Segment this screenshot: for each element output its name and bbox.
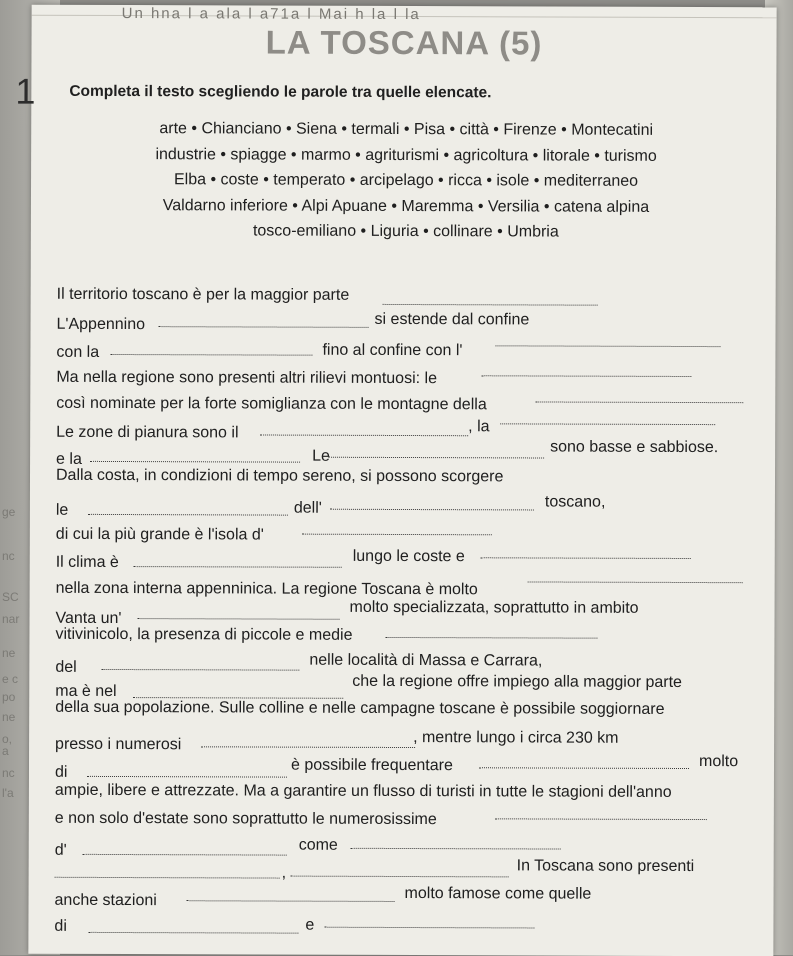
answer-blank[interactable] <box>88 514 288 516</box>
answer-blank[interactable] <box>159 326 369 328</box>
worksheet-page <box>15 5 776 956</box>
text-fragment: e <box>305 916 315 934</box>
text-fragment: Vanta un' <box>55 609 122 628</box>
neighbor-text-fragment: l'a <box>2 786 14 800</box>
text-fragment: molto <box>698 753 739 771</box>
word-bank-line: industrie • spiagge • marmo • agriturismi • agricoltura • litorale • turismo <box>155 145 657 165</box>
text-fragment: sono basse e sabbiose. <box>550 438 719 457</box>
neighbor-text-fragment: nc <box>2 549 15 563</box>
text-fragment: si estende dal confine <box>374 310 530 329</box>
answer-blank[interactable] <box>330 509 534 511</box>
text-fragment: nelle località di Massa e Carrara, <box>309 651 543 670</box>
text-line <box>30 369 770 394</box>
text-fragment: ma è nel <box>55 682 117 701</box>
text-fragment: molto famose come quelle <box>404 885 592 903</box>
text-line <box>30 547 770 579</box>
answer-blank[interactable] <box>535 401 743 403</box>
text-line <box>30 395 770 420</box>
text-fragment: lungo le coste e <box>352 547 465 566</box>
text-fragment: , mentre lungo i circa 230 km <box>413 729 619 747</box>
page-title: LA TOSCANA (5) <box>265 23 543 62</box>
text-fragment: di cui la più grande è l'isola d' <box>55 525 264 544</box>
answer-blank[interactable] <box>324 927 534 929</box>
text-line <box>30 310 770 341</box>
answer-blank[interactable] <box>187 900 395 902</box>
text-fragment: ampie, libere e attrezzate. Ma a garantire un flusso di turisti in tutte le stagioni dell'anno <box>54 781 672 801</box>
answer-blank[interactable] <box>134 566 342 568</box>
text-line <box>28 885 768 917</box>
neighbor-text-fragment: nar <box>2 612 20 626</box>
text-fragment: di <box>54 763 68 781</box>
neighbor-text-fragment: ne <box>2 710 16 724</box>
text-line <box>30 341 770 369</box>
answer-blank[interactable] <box>291 876 509 878</box>
text-fragment: come <box>298 836 338 854</box>
text-fragment: e la <box>56 450 82 468</box>
text-fragment: In Toscana sono presenti <box>516 857 695 876</box>
text-fragment: vitivinicolo, la presenza di piccole e medie <box>55 625 353 644</box>
answer-blank[interactable] <box>138 618 340 620</box>
answer-blank[interactable] <box>385 637 597 639</box>
text-fragment: nella zona interna appenninica. La regione Toscana è molto <box>55 579 478 599</box>
text-fragment: è possibile frequentare <box>290 756 453 775</box>
answer-blank[interactable] <box>328 457 544 459</box>
text-fragment: molto specializzata, soprattutto in ambito <box>349 598 639 617</box>
exercise-instruction: Completa il testo scegliendo le parole tra quelle elencate. <box>69 82 492 102</box>
text-fragment: Le <box>312 447 330 465</box>
cut-off-heading: Un hna l a ala l a71a l Mai h la l la <box>121 5 421 24</box>
text-line <box>31 286 771 311</box>
word-bank-line: tosco-emiliano • Liguria • collinare • Umbria <box>252 222 559 241</box>
answer-blank[interactable] <box>481 557 691 559</box>
text-line <box>28 918 768 943</box>
neighbor-text-fragment: SC <box>2 590 19 604</box>
neighbor-text-fragment: o, <box>2 732 13 746</box>
text-fragment: anche stazioni <box>54 891 157 910</box>
neighbor-text-fragment: ge <box>2 505 16 519</box>
text-fragment: del <box>55 658 77 676</box>
neighbor-text-fragment: ne <box>2 646 16 660</box>
answer-blank[interactable] <box>528 581 743 583</box>
text-line <box>29 810 769 835</box>
word-bank <box>81 116 731 246</box>
text-fragment: fino al confine con l' <box>322 341 463 360</box>
answer-blank[interactable] <box>83 854 287 856</box>
text-line <box>30 467 770 492</box>
text-fragment: , <box>281 864 287 882</box>
text-fragment: così nominate per la forte somiglianza con le montagne della <box>56 394 487 414</box>
text-line <box>29 857 769 894</box>
answer-blank[interactable] <box>90 461 300 463</box>
answer-blank[interactable] <box>495 345 720 347</box>
answer-blank[interactable] <box>383 304 598 306</box>
text-fragment: toscano, <box>544 493 606 511</box>
answer-blank[interactable] <box>500 423 715 425</box>
text-line <box>29 626 769 651</box>
answer-blank[interactable] <box>479 767 689 769</box>
text-fragment: d' <box>54 841 67 859</box>
text-fragment: con la <box>56 343 100 361</box>
text-fragment: L'Appennino <box>56 315 146 334</box>
answer-blank[interactable] <box>481 375 691 377</box>
neighbor-text-fragment: nc <box>2 766 15 780</box>
text-fragment: Dalla costa, in condizioni di tempo sereno, si possono scorgere <box>55 466 504 486</box>
text-fragment: le <box>55 501 69 519</box>
text-fragment: che la regione offre impiego alla maggior parte <box>352 672 683 691</box>
word-bank-line: Elba • coste • temperato • arcipelago • ricca • isole • mediterraneo <box>173 171 639 190</box>
text-fragment: Il territorio toscano è per la maggior parte <box>56 285 350 304</box>
text-fragment: di <box>54 917 67 935</box>
answer-blank[interactable] <box>302 534 492 536</box>
text-line <box>29 699 769 724</box>
text-line <box>30 526 770 551</box>
answer-blank[interactable] <box>101 669 299 671</box>
text-fragment: Ma nella regione sono presenti altri rilievi montuosi: le <box>56 368 438 388</box>
answer-blank[interactable] <box>55 877 280 879</box>
word-bank-line: Valdarno inferiore • Alpi Apuane • Maremma • Versilia • catena alpina <box>162 196 650 216</box>
answer-blank[interactable] <box>260 435 468 437</box>
answer-blank[interactable] <box>351 848 561 850</box>
answer-blank[interactable] <box>110 354 312 356</box>
text-fragment: Le zone di pianura sono il <box>56 423 239 442</box>
answer-blank[interactable] <box>201 746 415 748</box>
answer-blank[interactable] <box>88 932 298 934</box>
neighbor-text-fragment: e c <box>2 672 19 686</box>
text-line <box>30 493 770 527</box>
answer-blank[interactable] <box>495 818 707 820</box>
answer-blank[interactable] <box>87 776 287 778</box>
neighbor-text-fragment: a <box>2 744 9 758</box>
text-fragment: della sua popolazione. Sulle colline e nelle campagne toscane è possibile soggiornare <box>55 698 665 718</box>
text-fragment: e non solo d'estate sono soprattutto le numerosissime <box>54 809 437 829</box>
text-fragment: dell' <box>293 499 322 517</box>
text-fragment: presso i numerosi <box>55 735 182 754</box>
neighbor-text-fragment: po <box>2 690 16 704</box>
text-line <box>29 782 769 807</box>
exercise-number: 1 <box>15 70 36 112</box>
word-bank-line: arte • Chianciano • Siena • termali • Pisa • città • Firenze • Montecatini <box>159 120 654 139</box>
text-fragment: Il clima è <box>55 553 119 572</box>
text-fragment: , la <box>468 418 490 436</box>
